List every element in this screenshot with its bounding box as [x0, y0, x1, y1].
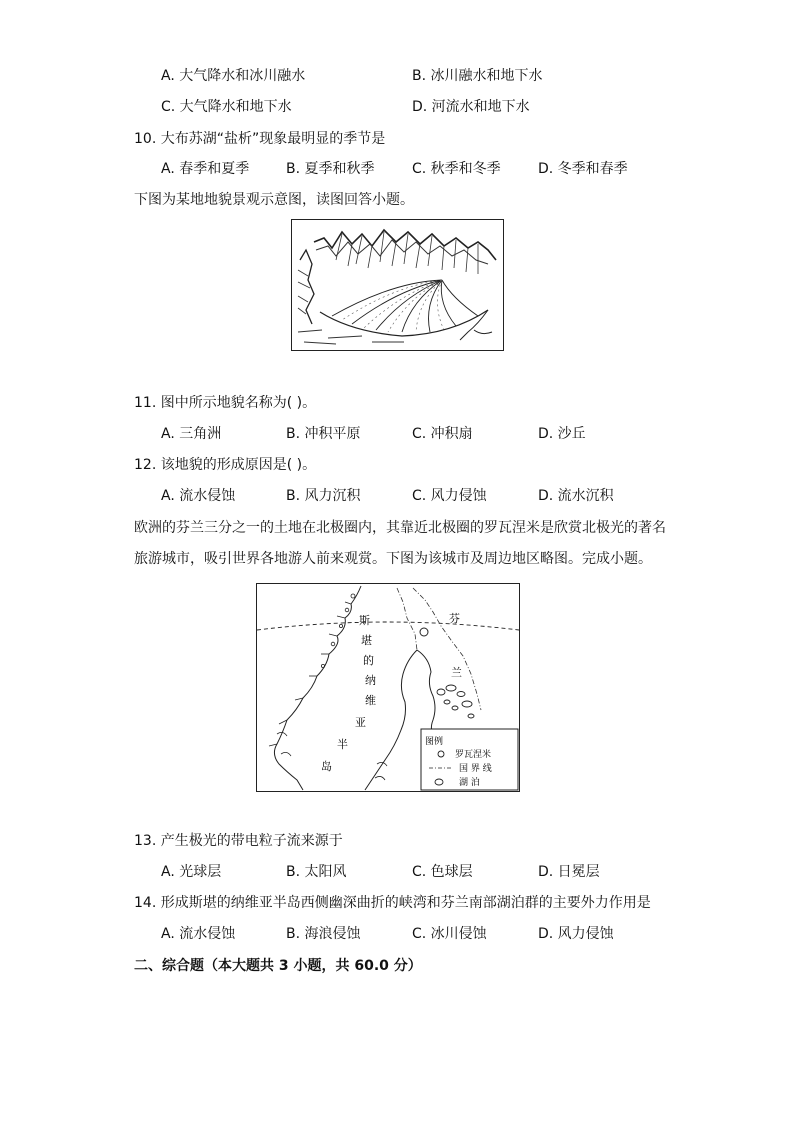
finland-char-2: 兰	[451, 666, 462, 679]
q9-option-d: D. 河流水和地下水	[412, 99, 530, 115]
q11-option-a: A. 三角洲	[161, 426, 222, 442]
q13-option-d: D. 日冕层	[538, 864, 600, 880]
section-2-heading: 二、综合题（本大题共 3 小题，共 60.0 分）	[134, 958, 422, 974]
q11-stem: 11. 图中所示地貌名称为( )。	[134, 395, 317, 411]
q10-option-a: A. 春季和夏季	[161, 161, 250, 177]
peninsula-char-8: 岛	[321, 760, 332, 773]
q12-option-b: B. 风力沉积	[286, 488, 361, 504]
q11-option-b: B. 冲积平原	[286, 426, 361, 442]
intro-aurora-line1: 欧洲的芬兰三分之一的土地在北极圈内，其靠近北极圈的罗瓦涅米是欣赏北极光的著名	[134, 520, 666, 536]
peninsula-char-1: 斯	[359, 614, 370, 627]
q12-stem: 12. 该地貌的形成原因是( )。	[134, 457, 317, 473]
legend-city: 罗瓦涅米	[455, 750, 492, 760]
peninsula-char-2: 堪	[361, 634, 372, 647]
q12-option-a: A. 流水侵蚀	[161, 488, 236, 504]
q12-option-c: C. 风力侵蚀	[412, 488, 487, 504]
peninsula-char-6: 亚	[355, 716, 366, 729]
q10-option-d: D. 冬季和春季	[538, 161, 628, 177]
q14-option-c: C. 冰川侵蚀	[412, 926, 487, 942]
intro-aurora-line2: 旅游城市，吸引世界各地游人前来观赏。下图为该城市及周边地区略图。完成小题。	[134, 551, 652, 567]
q13-option-c: C. 色球层	[412, 864, 473, 880]
landform-sketch	[291, 219, 504, 351]
legend-border: 国 界 线	[459, 764, 492, 774]
q13-stem: 13. 产生极光的带电粒子流来源于	[134, 833, 343, 849]
peninsula-char-5: 维	[365, 694, 376, 707]
q14-option-b: B. 海浪侵蚀	[286, 926, 361, 942]
q13-option-b: B. 太阳风	[286, 864, 347, 880]
q10-option-c: C. 秋季和冬季	[412, 161, 501, 177]
alluvial-fan-illustration	[292, 220, 502, 349]
peninsula-char-7: 半	[337, 738, 348, 751]
q13-option-a: A. 光球层	[161, 864, 222, 880]
q9-option-a: A. 大气降水和冰川融水	[161, 68, 306, 84]
peninsula-char-3: 的	[363, 654, 374, 667]
map-drawing	[257, 584, 519, 791]
q9-option-b: B. 冰川融水和地下水	[412, 68, 543, 84]
q14-option-a: A. 流水侵蚀	[161, 926, 236, 942]
q10-option-b: B. 夏季和秋季	[286, 161, 375, 177]
q14-option-d: D. 风力侵蚀	[538, 926, 614, 942]
scandinavia-map	[256, 583, 520, 792]
legend-lake: 湖 泊	[459, 778, 480, 788]
finland-char-1: 芬	[449, 612, 460, 625]
peninsula-char-4: 纳	[365, 674, 376, 687]
q9-option-c: C. 大气降水和地下水	[161, 99, 292, 115]
q11-option-c: C. 冲积扇	[412, 426, 473, 442]
q14-stem: 14. 形成斯堪的纳维亚半岛西侧幽深曲折的峡湾和芬兰南部湖泊群的主要外力作用是	[134, 895, 651, 911]
q11-option-d: D. 沙丘	[538, 426, 586, 442]
legend-title: 图例	[425, 737, 444, 747]
q12-option-d: D. 流水沉积	[538, 488, 614, 504]
intro-landform: 下图为某地地貌景观示意图，读图回答小题。	[134, 192, 414, 208]
q10-stem: 10. 大布苏湖“盐析”现象最明显的季节是	[134, 131, 386, 147]
